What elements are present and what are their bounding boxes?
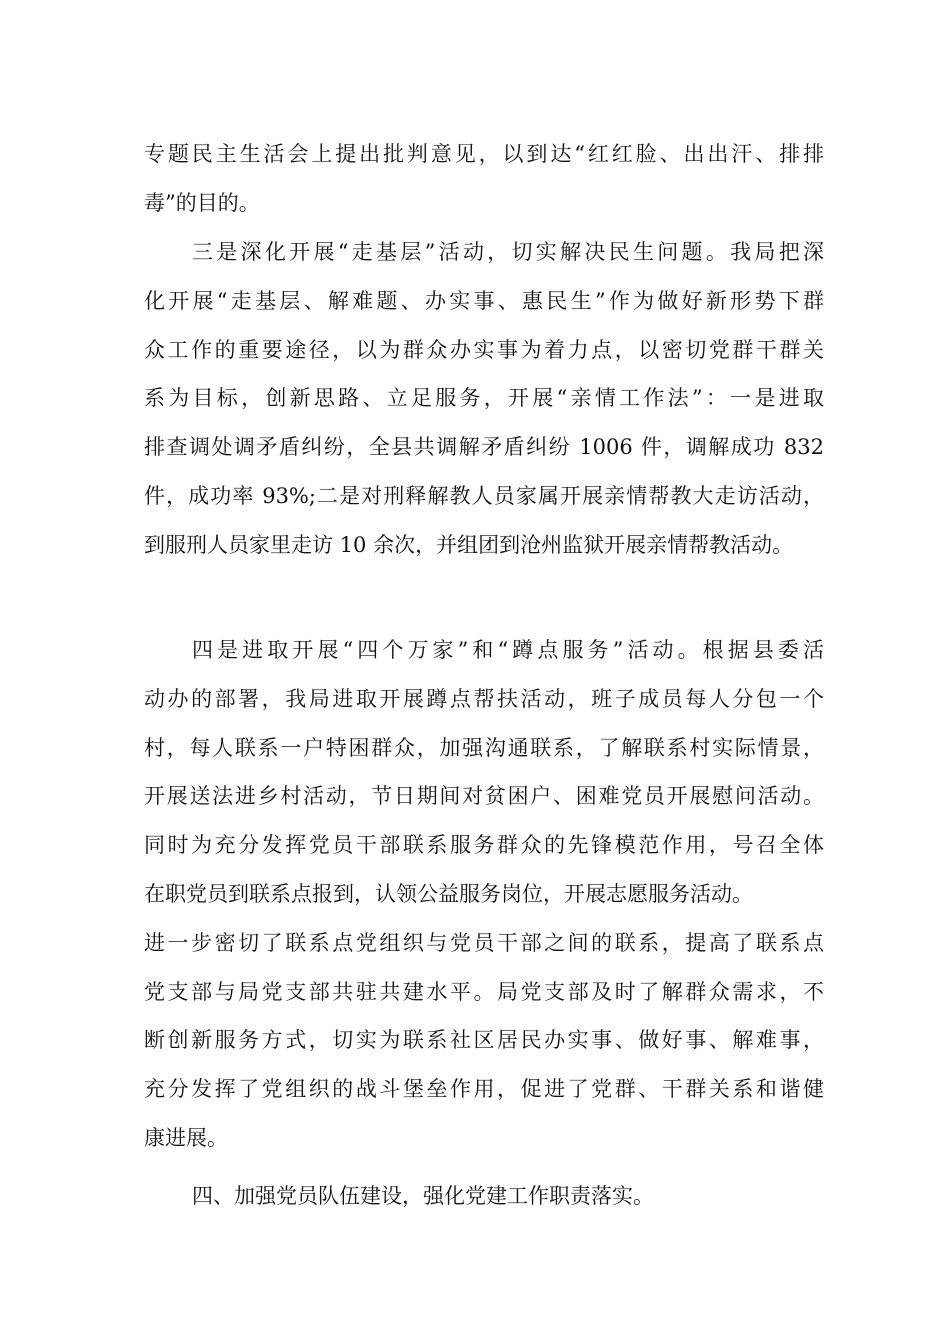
text-line: 到服刑人员家里走访 10 余次，并组团到沧州监狱开展亲情帮教活动。	[144, 532, 794, 557]
text-line: 动办的部署，我局进取开展蹲点帮扶活动，班子成员每人分包一个	[144, 686, 824, 711]
section-heading: 四、加强党员队伍建设，强化党建工作职责落实。	[192, 1184, 654, 1208]
section-heading-four	[144, 1172, 824, 1221]
paragraph-four-families	[144, 626, 824, 1163]
text-line: 众工作的重要途径，以为群众办实事为着力点，以密切党群干群关	[144, 337, 824, 362]
text-line: 系为目标，创新思路、立足服务，开展“亲情工作法”：一是进取	[144, 386, 824, 411]
text-line: 充分发挥了党组织的战斗堡垒作用，促进了党群、干群关系和谐健	[144, 1077, 824, 1102]
text-line: 同时为充分发挥党员干部联系服务群众的先锋模范作用，号召全体	[144, 833, 824, 858]
paragraph-grassroots	[144, 228, 824, 570]
text-line: 康进展。	[144, 1125, 228, 1150]
text-line: 专题民主生活会上提出批判意见，以到达“红红脸、出出汗、排排	[144, 142, 824, 166]
text-line: 四是进取开展“四个万家”和“蹲点服务”活动。根据县委活	[192, 638, 824, 662]
text-line: 开展送法进乡村活动，节日期间对贫困户、困难党员开展慰问活动。	[144, 784, 824, 809]
text-line: 村，每人联系一户特困群众，加强沟通联系，了解联系村实际情景，	[144, 735, 824, 760]
paragraph-criticism	[144, 130, 824, 228]
text-line: 件，成功率 93%;二是对刑释解教人员家属开展亲情帮教大走访活动，	[144, 483, 824, 508]
text-line: 三是深化开展“走基层”活动，切实解决民生问题。我局把深	[192, 240, 824, 264]
text-line: 进一步密切了联系点党组织与党员干部之间的联系，提高了联系点	[144, 930, 824, 955]
text-line: 在职党员到联系点报到，认领公益服务岗位，开展志愿服务活动。	[144, 881, 753, 906]
text-line: 化开展“走基层、解难题、办实事、惠民生”作为做好新形势下群	[144, 288, 824, 313]
text-line: 党支部与局党支部共驻共建水平。局党支部及时了解群众需求，不	[144, 979, 824, 1004]
text-line: 断创新服务方式，切实为联系社区居民办实事、做好事、解难事，	[144, 1028, 824, 1053]
text-line: 毒”的目的。	[144, 190, 260, 215]
text-line: 排查调处调矛盾纠纷，全县共调解矛盾纠纷 1006 件，调解成功 832	[144, 435, 824, 460]
